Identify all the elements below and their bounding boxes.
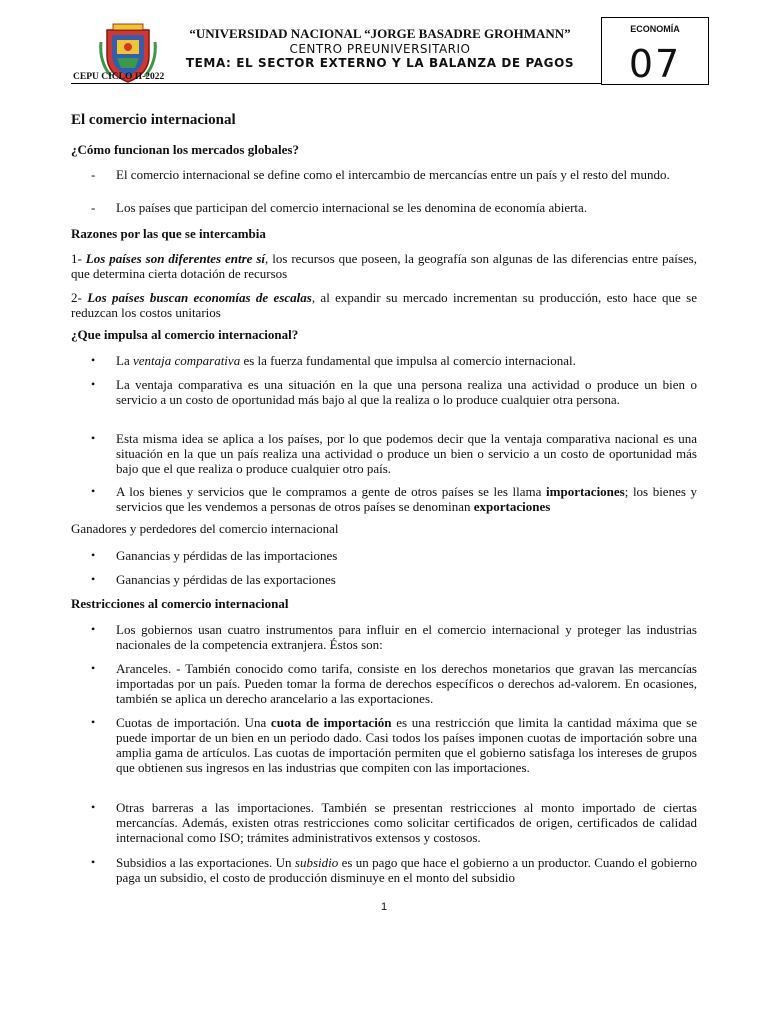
page-number: 1	[380, 901, 388, 913]
bullet-marker: •	[91, 800, 96, 814]
reason-1-text: , los recursos que poseen, la geografía son algunas de las diferencias entre países, que determina cierta dotación de recursos	[71, 251, 697, 281]
bullet-four-instruments: Los gobiernos usan cuatro instrumentos para influir en el comercio internacional y proteger las industrias nacionales de la competencia extranjera. Éstos son:	[116, 622, 697, 652]
winners-heading: Ganadores y perdedores del comercio internacional	[71, 521, 339, 536]
bullet-import-quotas	[116, 715, 697, 775]
reason-2-text: , al expandir su mercado incrementan su producción, esto hace que se reduzcan los costos unitarios	[71, 290, 697, 320]
university-name: “UNIVERSIDAD NACIONAL “JORGE BASADRE GROHMANN”	[189, 26, 571, 41]
r5-post: es un pago que hace el gobierno a un productor. Cuando el gobierno paga un subsidio, el costo de producción disminuye en el monto del subsidio	[116, 855, 697, 885]
restrictions-heading: Restricciones al comercio internacional	[71, 596, 289, 611]
bullet-definition-country: Esta misma idea se aplica a los países, por lo que podemos decir que la ventaja comparativa nacional es una situación en la que un país realiza una actividad o produce un bien o servicio a un costo de oportunidad más bajo que el que realiza o produce cualquier otro país.	[116, 431, 697, 476]
bullet-marker: •	[91, 431, 96, 445]
bullet-tariffs: Aranceles. - También conocido como tarifa, consiste en los derechos monetarios que gravan las mercancías importadas por un país. Pueden tomar la forma de derechos específicos o derechos ad-valorem. En ocasiones, también se aplica un derecho arancelario a las exportaciones.	[116, 661, 697, 706]
reasons-heading: Razones por las que se intercambia	[71, 226, 266, 241]
topic-title: TEMA: EL SECTOR EXTERNO Y LA BALANZA DE PAGOS	[185, 56, 575, 70]
bullet-marker: •	[91, 484, 96, 498]
bullet-imports-gains: Ganancias y pérdidas de las importaciones	[116, 548, 338, 563]
b4-exports: exportaciones	[473, 499, 551, 514]
b4-imports: importaciones	[546, 484, 625, 499]
bullet-marker: •	[91, 572, 96, 586]
r5-emphasis: subsidio	[294, 855, 339, 870]
subject-label: ECONOMÍA	[630, 24, 680, 34]
dash-marker: -	[91, 200, 96, 215]
bullet-marker: •	[91, 855, 96, 869]
r3-bold: cuota de importación	[270, 715, 392, 730]
subject-code-box	[601, 17, 709, 85]
b1-post: es la fuerza fundamental que impulsa al comercio internacional.	[240, 353, 576, 368]
center-name: CENTRO PREUNIVERSITARIO	[289, 42, 471, 56]
unit-number: 07	[628, 42, 682, 86]
bullet-marker: •	[91, 377, 96, 391]
question-global-markets: ¿Cómo funcionan los mercados globales?	[71, 142, 299, 157]
bullet-definition-person: La ventaja comparativa es una situación en la que una persona realiza una actividad o produce un bien o servicio a un costo de oportunidad más bajo al que la realiza o lo produce cualquier otra persona.	[116, 377, 697, 407]
bullet-marker: •	[91, 661, 96, 675]
reason-2-number: 2-	[71, 290, 88, 305]
dash-marker: -	[91, 167, 96, 182]
b1-pre: La	[116, 353, 133, 368]
bullet-exports-gains: Ganancias y pérdidas de las exportaciones	[116, 572, 336, 587]
bullet-export-subsidies	[116, 855, 697, 885]
bullet-imports-exports	[116, 484, 697, 514]
r5-pre: Subsidios a las exportaciones. Un	[116, 855, 295, 870]
bullet-marker: •	[91, 353, 96, 367]
cycle-label: CEPU CICLO II-2022	[73, 72, 165, 82]
reason-2-emphasis: Los países buscan economías de escalas	[87, 290, 312, 305]
dash-item-open-economy: Los países que participan del comercio internacional se les denomina de economía abierta.	[116, 200, 588, 215]
dash-item-definition: El comercio internacional se define como el intercambio de mercancías entre un país y el resto del mundo.	[116, 167, 670, 182]
section-title: El comercio internacional	[71, 112, 236, 128]
reason-1	[71, 251, 697, 281]
r3-pre: Cuotas de importación. Una	[116, 715, 271, 730]
question-drivers: ¿Que impulsa al comercio internacional?	[71, 327, 299, 342]
b4-mid: ; los bienes y servicios que les vendemos a personas de otros países se denominan	[116, 484, 697, 514]
reason-2	[71, 290, 697, 320]
bullet-marker: •	[91, 622, 96, 636]
header-rule	[71, 83, 601, 84]
bullet-marker: •	[91, 715, 96, 729]
bullet-other-barriers: Otras barreras a las importaciones. También se presentan restricciones al monto importado de ciertas mercancías. Además, existen otras restricciones como solicitar certificados de origen, certificados de calidad internacional como ISO; trámites administrativos extensos y costosos.	[116, 800, 697, 845]
b1-emphasis: ventaja comparativa	[132, 353, 241, 368]
reason-1-emphasis: Los países son diferentes entre sí	[85, 251, 266, 266]
bullet-marker: •	[91, 548, 96, 562]
b4-pre: A los bienes y servicios que le compramos a gente de otros países se les llama	[116, 484, 547, 499]
reason-1-number: 1-	[71, 251, 86, 266]
bullet-comparative-advantage	[116, 353, 697, 368]
r3-post: es una restricción que limita la cantidad máxima que se puede importar de un bien en un periodo dado. Casi todos los países imponen cuotas de importación sobre una amplia gama de artículos. Las cuotas de importación permiten que el gobierno satisfaga los intereses de grupos que obtienen sus ingresos en las industrias que compiten con las importaciones.	[116, 715, 698, 775]
